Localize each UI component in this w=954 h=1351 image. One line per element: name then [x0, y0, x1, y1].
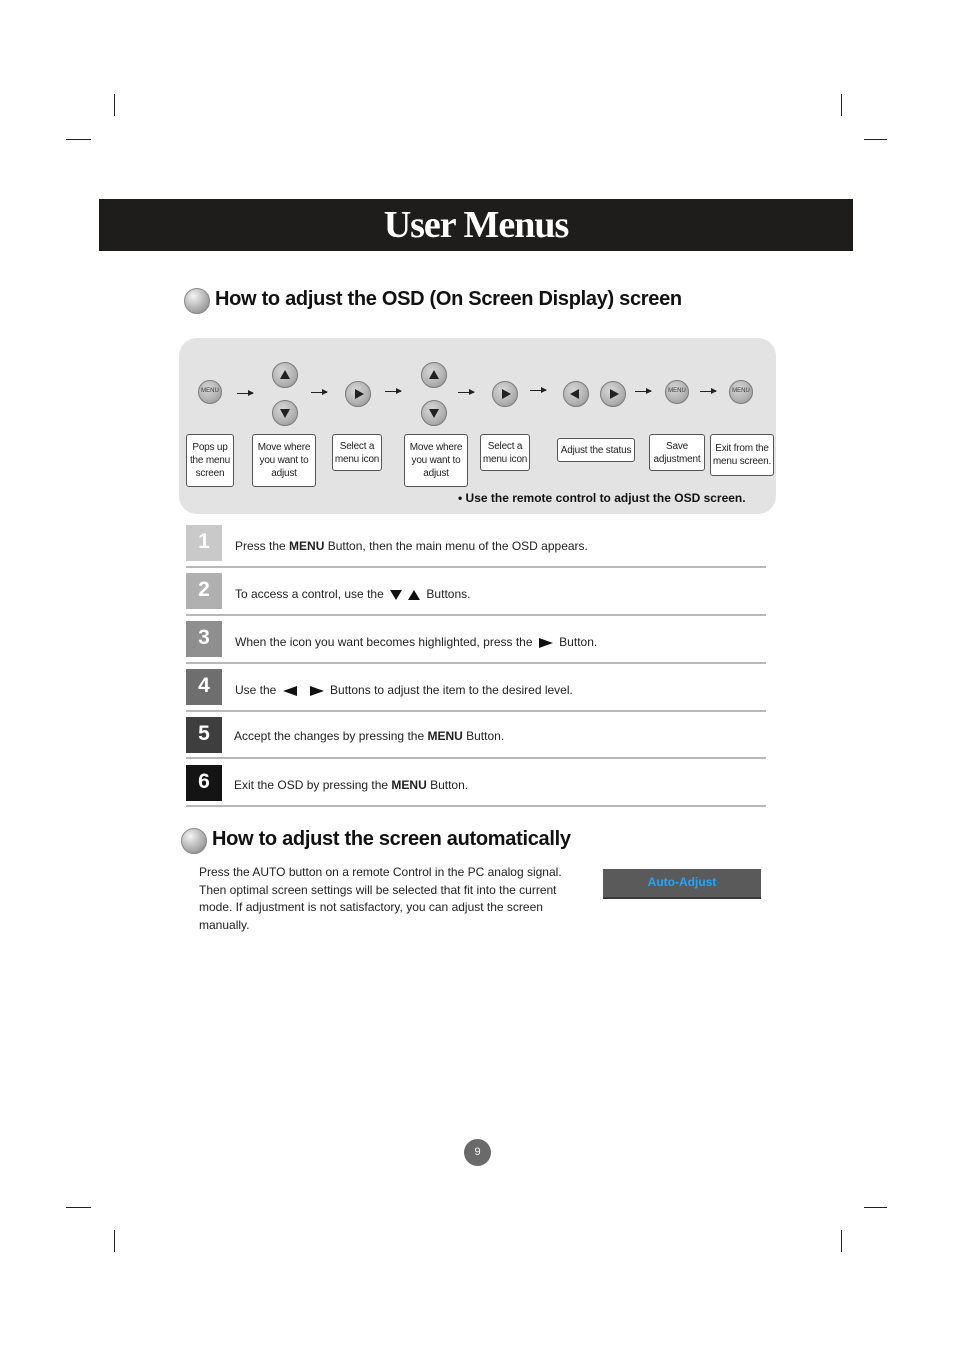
- step-number: 6: [186, 765, 222, 801]
- step-number: 4: [186, 669, 222, 705]
- right-button-icon: [600, 381, 626, 407]
- right-triangle-icon: [610, 389, 619, 399]
- step-number: 3: [186, 621, 222, 657]
- down-triangle-icon: [429, 409, 439, 418]
- arrow-right-icon: [311, 392, 327, 393]
- down-triangle-icon: [390, 590, 402, 600]
- menu-button-icon: MENU: [729, 380, 753, 404]
- page-number: 9: [464, 1139, 491, 1166]
- section-bullet-icon: [184, 288, 210, 314]
- section-heading-osd: How to adjust the OSD (On Screen Display) screen: [215, 288, 682, 310]
- crop-mark: [66, 1207, 91, 1208]
- up-triangle-icon: [280, 370, 290, 379]
- down-triangle-icon: [280, 409, 290, 418]
- right-triangle-icon: [355, 389, 364, 399]
- arrow-right-icon: [635, 391, 651, 392]
- arrow-right-icon: [385, 391, 401, 392]
- right-button-icon: [492, 381, 518, 407]
- right-triangle-icon: [502, 389, 511, 399]
- left-triangle-icon: [570, 389, 579, 399]
- crop-mark: [841, 94, 842, 116]
- caption-save-adjustment: Save adjustment: [649, 434, 705, 471]
- step-text: To access a control, use the Buttons.: [235, 587, 471, 601]
- section-heading-auto: How to adjust the screen automatically: [212, 828, 571, 850]
- arrow-right-icon: [237, 393, 253, 394]
- left-triangle-icon: [283, 686, 297, 696]
- caption-pops-up: Pops up the menu screen: [186, 434, 234, 487]
- page-title: User Menus: [383, 204, 569, 246]
- up-button-icon: [421, 362, 447, 388]
- up-triangle-icon: [429, 370, 439, 379]
- right-triangle-icon: [539, 638, 553, 648]
- crop-mark: [864, 139, 887, 140]
- arrow-right-icon: [700, 391, 716, 392]
- step-divider: [186, 805, 766, 807]
- osd-note: • Use the remote control to adjust the OSD screen.: [458, 491, 746, 505]
- section-bullet-icon: [181, 828, 207, 854]
- step-text: Use the Buttons to adjust the item to the desired level.: [235, 683, 573, 697]
- step-divider: [186, 757, 766, 759]
- menu-button-icon: MENU: [198, 380, 222, 404]
- up-button-icon: [272, 362, 298, 388]
- down-button-icon: [272, 400, 298, 426]
- step-text: Accept the changes by pressing the MENU Button.: [234, 729, 505, 743]
- step-number: 2: [186, 573, 222, 609]
- caption-exit-menu: Exit from the menu screen.: [710, 434, 774, 476]
- step-divider: [186, 566, 766, 568]
- caption-select-menu-icon: Select a menu icon: [480, 434, 530, 471]
- arrow-right-icon: [458, 392, 474, 393]
- caption-move-where: Move where you want to adjust: [404, 434, 468, 487]
- step-text: When the icon you want becomes highlighted, press the Button.: [235, 635, 598, 649]
- left-button-icon: [563, 381, 589, 407]
- step-text: Press the MENU Button, then the main menu of the OSD appears.: [235, 539, 588, 553]
- osd-diagram-panel: [179, 338, 776, 514]
- auto-adjust-paragraph: Press the AUTO button on a remote Control in the PC analog signal. Then optimal screen settings will be selected that fit into the current mode. If adjustment is not satisfactory, you can adjust the screen manually.: [199, 865, 562, 932]
- crop-mark: [864, 1207, 887, 1208]
- crop-mark: [114, 94, 115, 116]
- menu-button-icon: MENU: [665, 380, 689, 404]
- crop-mark: [114, 1230, 115, 1252]
- crop-mark: [66, 139, 91, 140]
- step-divider: [186, 614, 766, 616]
- step-text: Exit the OSD by pressing the MENU Button.: [234, 778, 469, 792]
- down-button-icon: [421, 400, 447, 426]
- step-number: 1: [186, 525, 222, 561]
- step-number: 5: [186, 717, 222, 753]
- right-button-icon: [345, 381, 371, 407]
- crop-mark: [841, 1230, 842, 1252]
- right-triangle-icon: [310, 686, 324, 696]
- caption-move-where: Move where you want to adjust: [252, 434, 316, 487]
- arrow-right-icon: [530, 390, 546, 391]
- caption-select-menu-icon: Select a menu icon: [332, 434, 382, 471]
- auto-adjust-button: Auto-Adjust: [603, 869, 761, 899]
- step-divider: [186, 710, 766, 712]
- step-divider: [186, 662, 766, 664]
- caption-adjust-status: Adjust the status: [557, 438, 635, 462]
- title-bar: [99, 199, 853, 251]
- up-triangle-icon: [408, 590, 420, 600]
